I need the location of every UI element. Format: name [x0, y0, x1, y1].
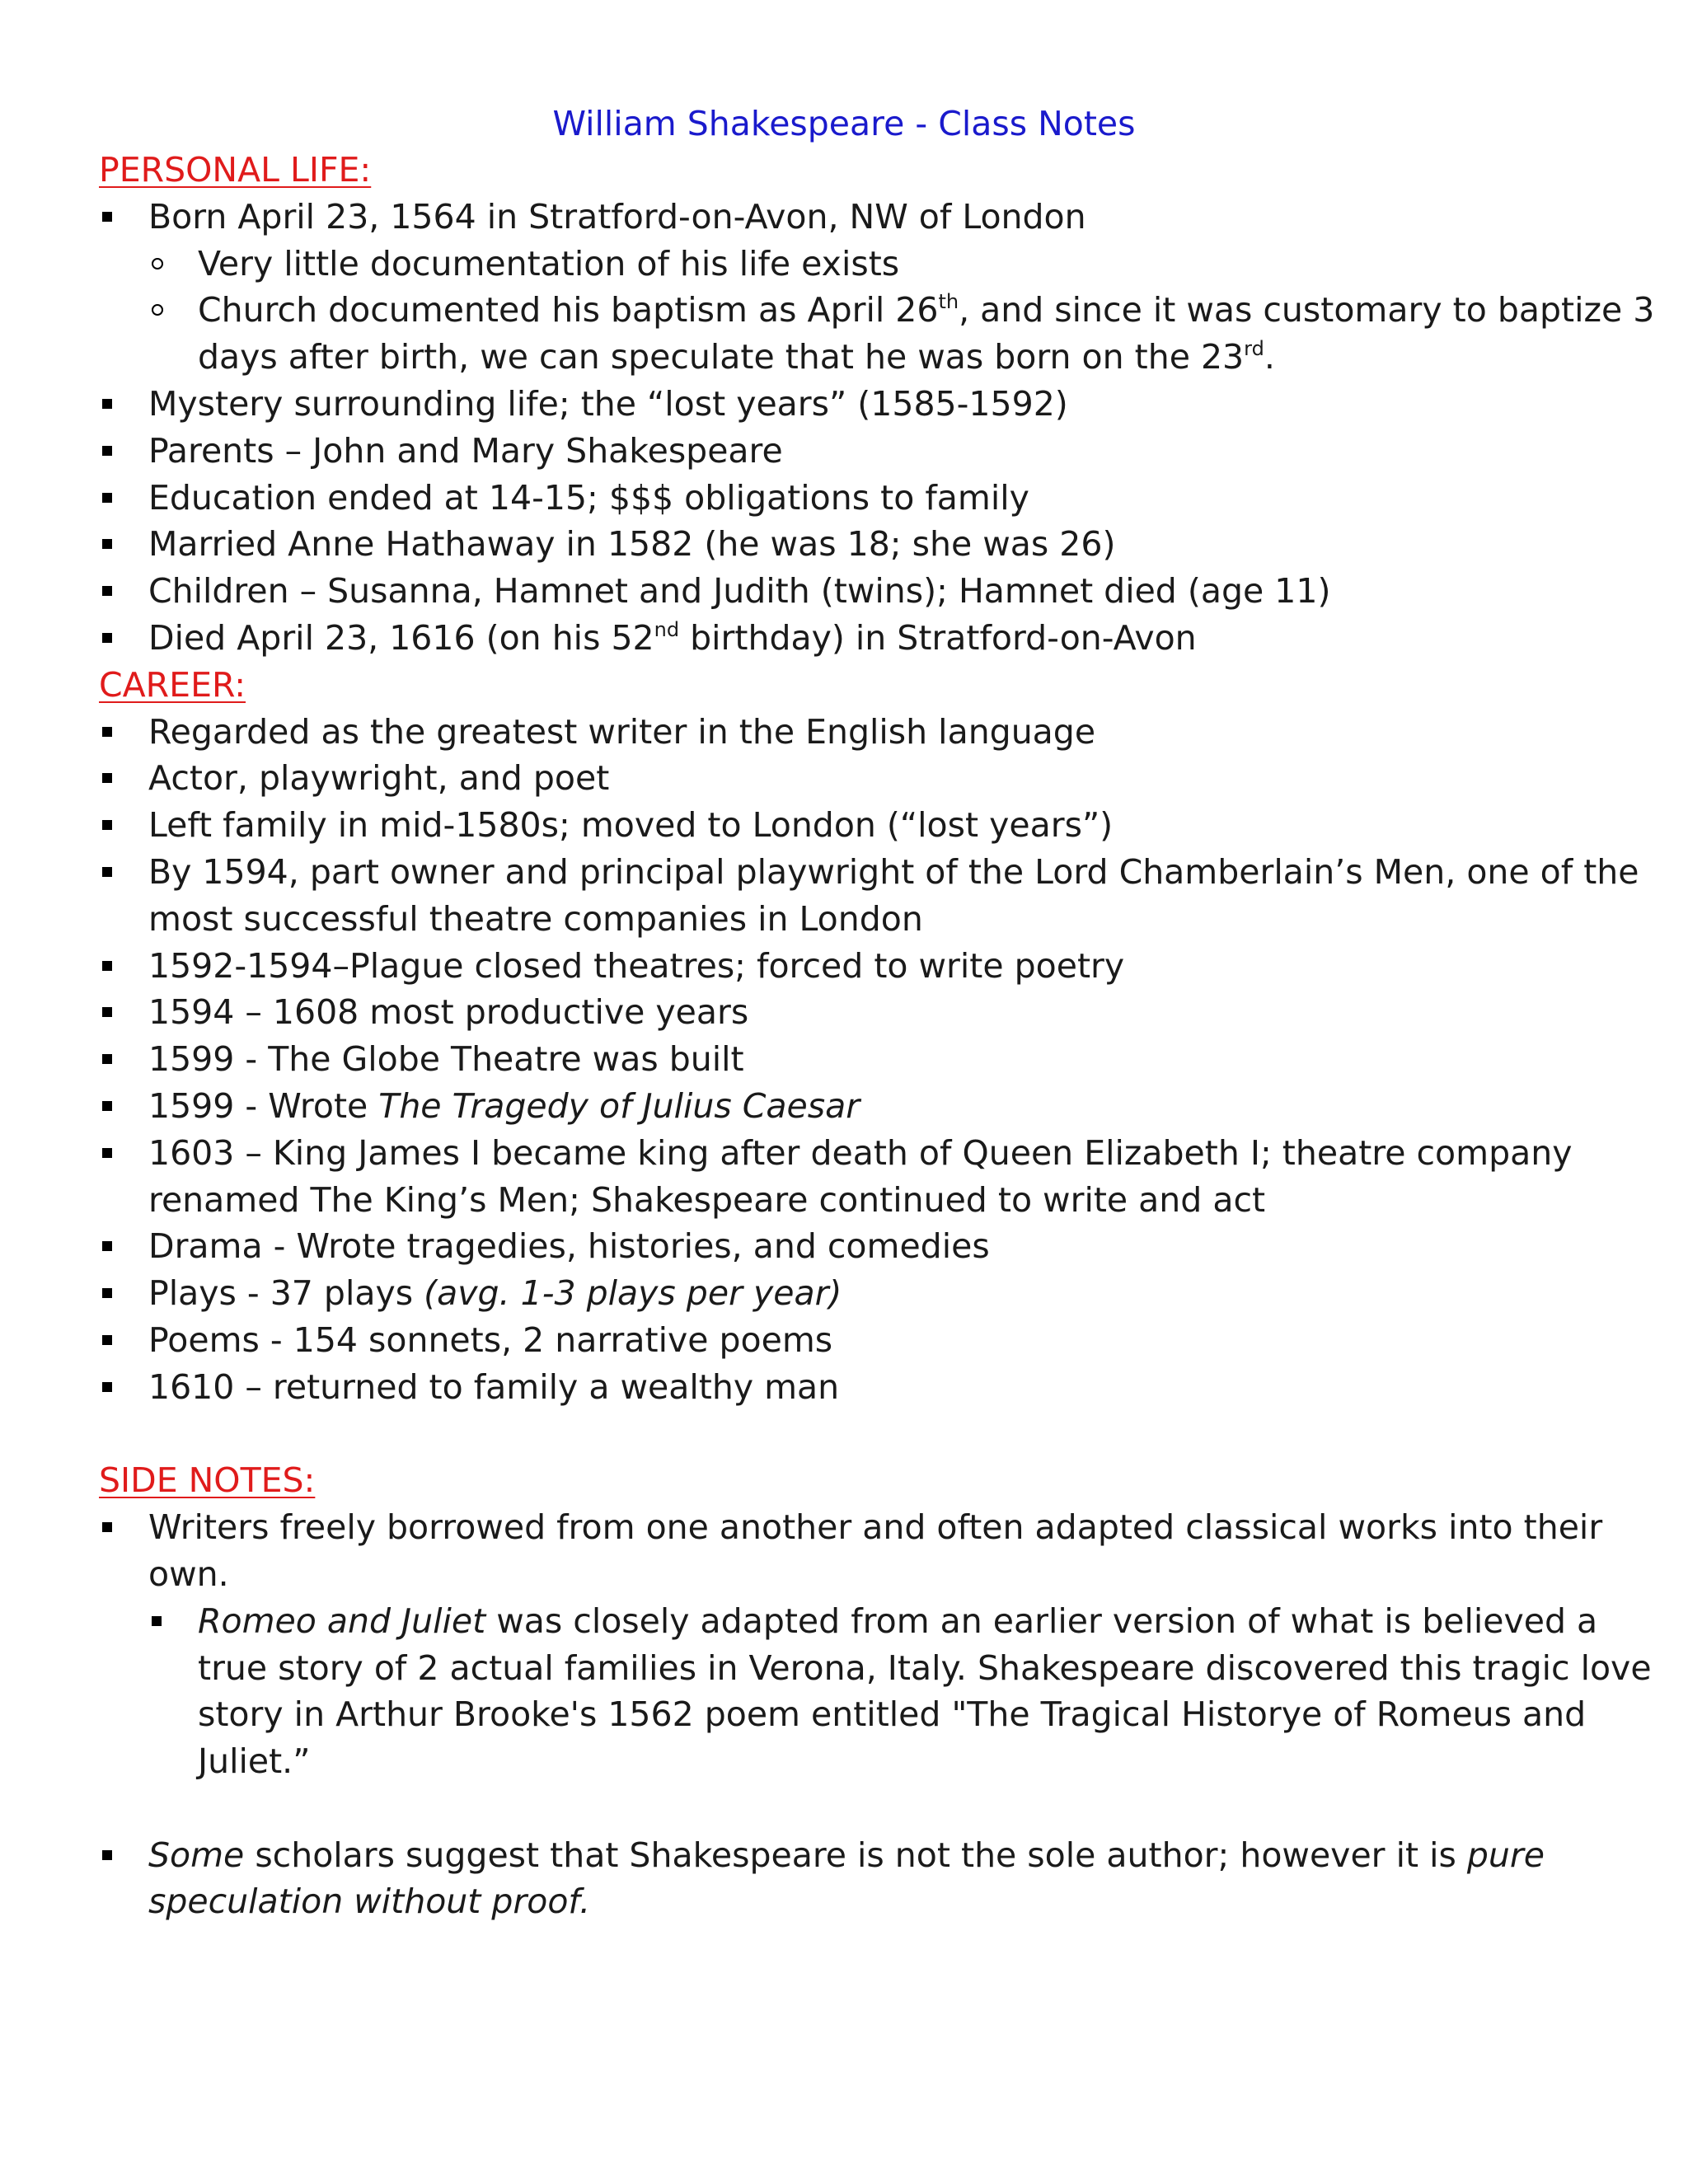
list-item-continuation: speculation without proof.: [148, 1882, 591, 1922]
sub-list-item: Church documented his baptism as April 26th, and since it was customary to baptize 3: [99, 287, 1582, 334]
square-bullet-icon: [102, 1850, 112, 1860]
square-bullet-icon: [102, 399, 112, 409]
list-item: 1599 - The Globe Theatre was built: [99, 1036, 1582, 1083]
square-bullet-icon: [102, 867, 112, 877]
list-item: Poems - 154 sonnets, 2 narrative poems: [99, 1317, 1582, 1364]
sub-list-item-continuation: Juliet.”: [198, 1741, 311, 1782]
square-bullet-icon: [152, 1616, 162, 1626]
square-bullet-icon: [102, 1148, 112, 1158]
square-bullet-icon: [102, 586, 112, 596]
section-heading-side-notes: SIDE NOTES:: [99, 1460, 316, 1501]
square-bullet-icon: [102, 773, 112, 783]
list-item: 1610 – returned to family a wealthy man: [99, 1364, 1582, 1411]
sub-list-item-continuation: days after birth, we can speculate that he was born on the 23rd.: [198, 337, 1275, 377]
notes-content: [99, 147, 1655, 1925]
list-item-continuation: renamed The King’s Men; Shakespeare continued to write and act: [148, 1179, 1266, 1220]
square-bullet-icon: [102, 633, 112, 643]
sub-list-item: Very little documentation of his life exists: [99, 241, 1582, 288]
spacer: [99, 1411, 1582, 1458]
list-item: Drama - Wrote tragedies, histories, and comedies: [99, 1223, 1582, 1270]
square-bullet-icon: [102, 820, 112, 830]
spacer: [99, 1785, 1582, 1832]
list-item: Regarded as the greatest writer in the English language: [99, 709, 1582, 756]
square-bullet-icon: [102, 1007, 112, 1017]
document-title: William Shakespeare - Class Notes: [552, 104, 1136, 143]
square-bullet-icon: [102, 1335, 112, 1345]
list-item: 1599 - Wrote The Tragedy of Julius Caesar: [99, 1083, 1582, 1130]
list-item: Some scholars suggest that Shakespeare is not the sole author; however it is pure: [99, 1832, 1582, 1879]
list-item: Died April 23, 1616 (on his 52nd birthday) in Stratford-on-Avon: [99, 615, 1582, 662]
square-bullet-icon: [102, 1522, 112, 1532]
square-bullet-icon: [102, 493, 112, 503]
list-item: Children – Susanna, Hamnet and Judith (twins); Hamnet died (age 11): [99, 568, 1582, 615]
list-item: 1603 – King James I became king after death of Queen Elizabeth I; theatre company: [99, 1130, 1582, 1177]
section-heading-career: CAREER:: [99, 664, 246, 705]
square-bullet-icon: [102, 961, 112, 971]
circle-bullet-icon: [152, 258, 163, 269]
list-item: 1592-1594–Plague closed theatres; forced to write poetry: [99, 943, 1582, 990]
square-bullet-icon: [102, 1241, 112, 1251]
list-item-continuation: most successful theatre companies in London: [148, 898, 923, 939]
list-item: Plays - 37 plays (avg. 1-3 plays per year): [99, 1270, 1582, 1317]
square-bullet-icon: [102, 539, 112, 549]
square-bullet-icon: [102, 446, 112, 456]
square-bullet-icon: [102, 212, 112, 222]
list-item: Married Anne Hathaway in 1582 (he was 18; she was 26): [99, 521, 1582, 568]
list-item: Mystery surrounding life; the “lost years” (1585-1592): [99, 381, 1582, 428]
square-bullet-icon: [102, 1101, 112, 1111]
list-item: Actor, playwright, and poet: [99, 755, 1582, 802]
square-bullet-icon: [102, 1288, 112, 1298]
list-item: Born April 23, 1564 in Stratford-on-Avon, NW of London: [99, 194, 1582, 241]
list-item: Education ended at 14-15; $$$ obligations to family: [99, 475, 1582, 522]
section-heading-personal-life: PERSONAL LIFE:: [99, 150, 372, 190]
list-item: By 1594, part owner and principal playwright of the Lord Chamberlain’s Men, one of the: [99, 849, 1582, 896]
list-item-continuation: own.: [148, 1554, 229, 1594]
sub-list-item-continuation: story in Arthur Brooke's 1562 poem entitled "The Tragical Historye of Romeus and: [198, 1694, 1587, 1735]
sub-list-item: Romeo and Juliet was closely adapted from an earlier version of what is believed a: [99, 1598, 1582, 1645]
sub-list-item-continuation: true story of 2 actual families in Verona, Italy. Shakespeare discovered this tragic love: [198, 1647, 1652, 1688]
list-item: Left family in mid-1580s; moved to London (“lost years”): [99, 802, 1582, 849]
square-bullet-icon: [102, 727, 112, 737]
square-bullet-icon: [102, 1054, 112, 1064]
circle-bullet-icon: [152, 304, 163, 316]
list-item: Parents – John and Mary Shakespeare: [99, 428, 1582, 475]
list-item: 1594 – 1608 most productive years: [99, 989, 1582, 1036]
square-bullet-icon: [102, 1382, 112, 1392]
list-item: Writers freely borrowed from one another and often adapted classical works into their: [99, 1504, 1582, 1551]
